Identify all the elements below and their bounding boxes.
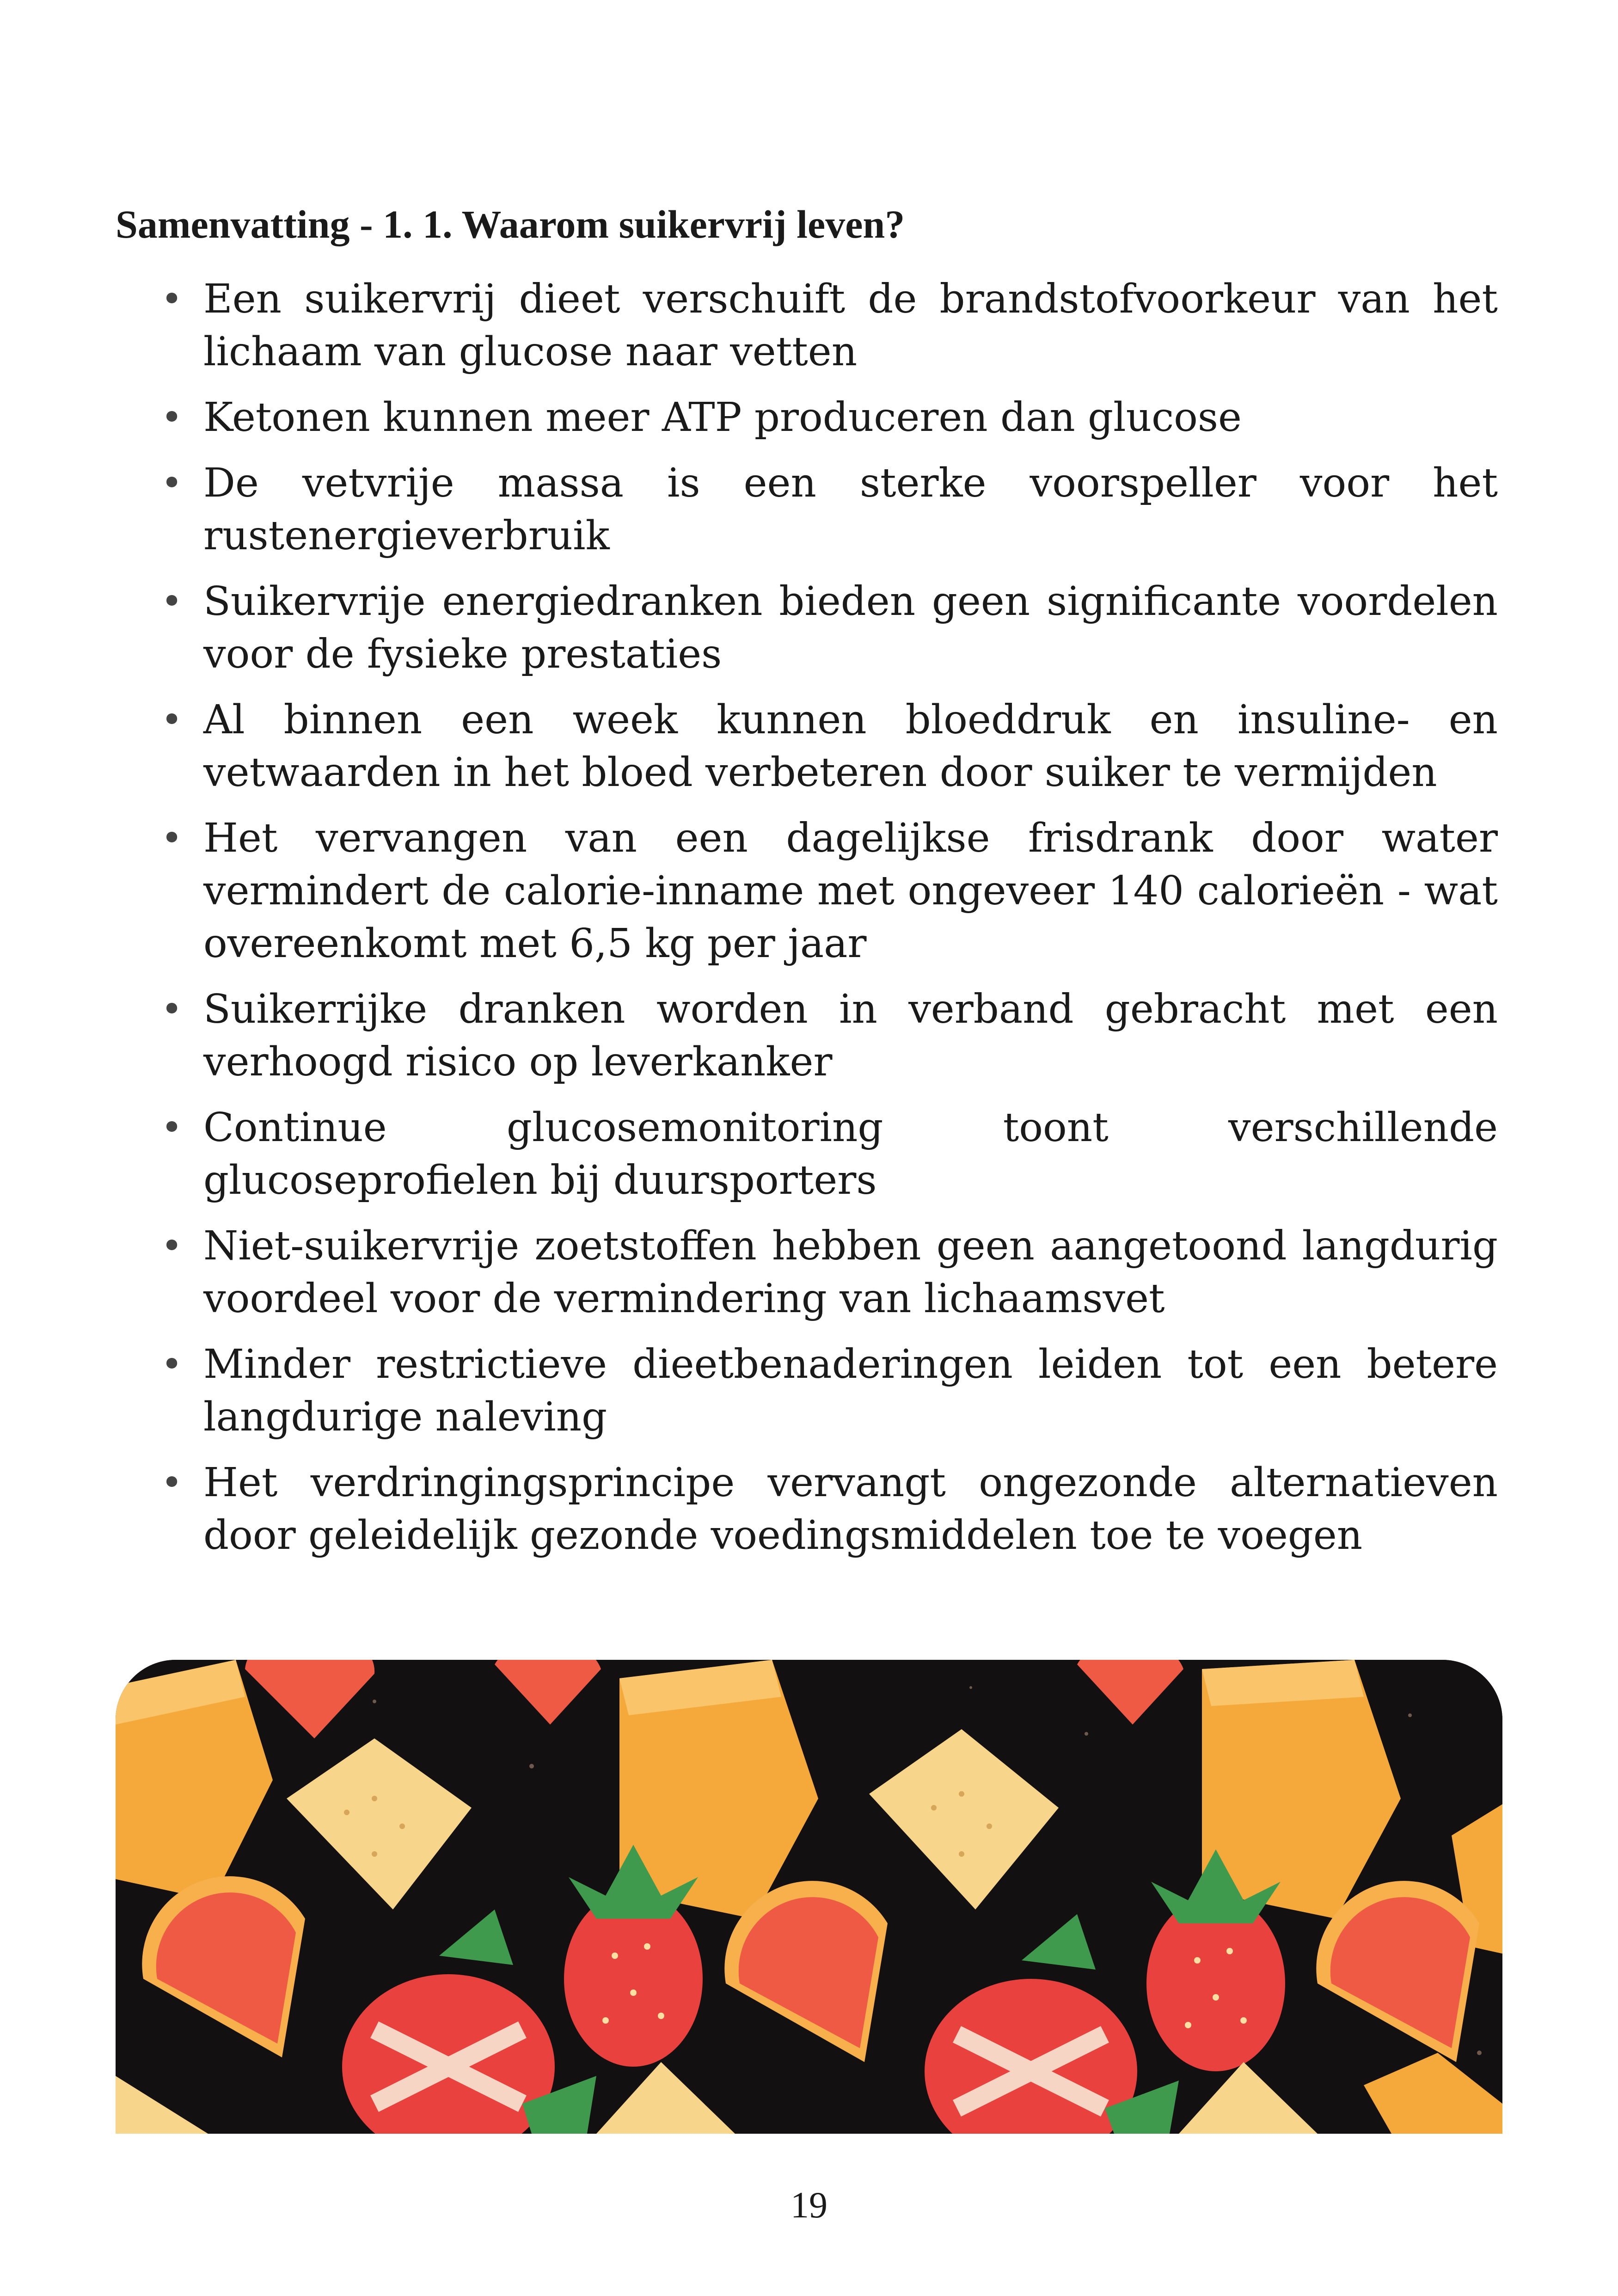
bullet-icon: • bbox=[161, 988, 183, 1031]
summary-bullet-item bbox=[153, 457, 1498, 562]
bullet-icon: • bbox=[161, 1461, 183, 1504]
bullet-icon: • bbox=[161, 277, 183, 320]
bullet-text: Een suikervrij dieet verschuift de brandstofvoorkeur van het lichaam van glucose naar vetten bbox=[203, 276, 1498, 375]
summary-bullet-item bbox=[153, 1456, 1498, 1562]
bullet-icon: • bbox=[161, 461, 183, 504]
summary-bullet-item bbox=[153, 273, 1498, 378]
bullet-icon: • bbox=[161, 1106, 183, 1149]
bullet-icon: • bbox=[161, 580, 183, 623]
summary-bullet-item bbox=[153, 1338, 1498, 1443]
bullet-icon: • bbox=[161, 816, 183, 859]
summary-bullet-item bbox=[153, 983, 1498, 1088]
bullet-text: Al binnen een week kunnen bloeddruk en insuline- en vetwaarden in het bloed verbeteren door suiker te vermijden bbox=[203, 697, 1498, 796]
section-heading: Samenvatting - 1. 1. Waarom suikervrij leven? bbox=[116, 202, 905, 246]
bullet-text: Minder restrictieve dieetbenaderingen leiden tot een betere langdurige naleving bbox=[203, 1341, 1498, 1440]
summary-bullet-item bbox=[153, 694, 1498, 799]
bullet-text: Suikervrije energiedranken bieden geen significante voordelen voor de fysieke prestaties bbox=[203, 578, 1498, 677]
fruit-pattern-icon bbox=[116, 1660, 1502, 2134]
summary-bullet-item bbox=[153, 391, 1498, 444]
decorative-food-banner bbox=[116, 1660, 1502, 2134]
bullet-text: Het verdringingsprincipe vervangt ongezonde alternatieven door geleidelijk gezonde voedingsmiddelen toe te voegen bbox=[203, 1460, 1498, 1559]
summary-bullet-item bbox=[153, 812, 1498, 970]
bullet-icon: • bbox=[161, 396, 183, 439]
bullet-icon: • bbox=[161, 1224, 183, 1267]
bullet-text: Ketonen kunnen meer ATP produceren dan glucose bbox=[203, 394, 1242, 441]
summary-bullet-item bbox=[153, 575, 1498, 681]
summary-list bbox=[153, 273, 1498, 1575]
bullet-icon: • bbox=[161, 1343, 183, 1386]
bullet-text: Suikerrijke dranken worden in verband gebracht met een verhoogd risico op leverkanker bbox=[203, 986, 1498, 1085]
bullet-icon: • bbox=[161, 698, 183, 741]
summary-bullet-item bbox=[153, 1101, 1498, 1207]
bullet-text: Niet-suikervrije zoetstoffen hebben geen aangetoond langdurig voordeel voor de vermindering van lichaamsvet bbox=[203, 1223, 1498, 1322]
summary-bullet-item bbox=[153, 1220, 1498, 1325]
bullet-text: Het vervangen van een dagelijkse frisdrank door water vermindert de calorie-inname met ongeveer 140 calorieën - wat overeenkomt met 6,5 kg per jaar bbox=[203, 815, 1498, 967]
page-number: 19 bbox=[791, 2185, 827, 2226]
bullet-text: Continue glucosemonitoring toont verschillende glucoseprofielen bij duursporters bbox=[203, 1105, 1498, 1203]
bullet-text: De vetvrije massa is een sterke voorspeller voor het rustenergieverbruik bbox=[203, 460, 1498, 559]
